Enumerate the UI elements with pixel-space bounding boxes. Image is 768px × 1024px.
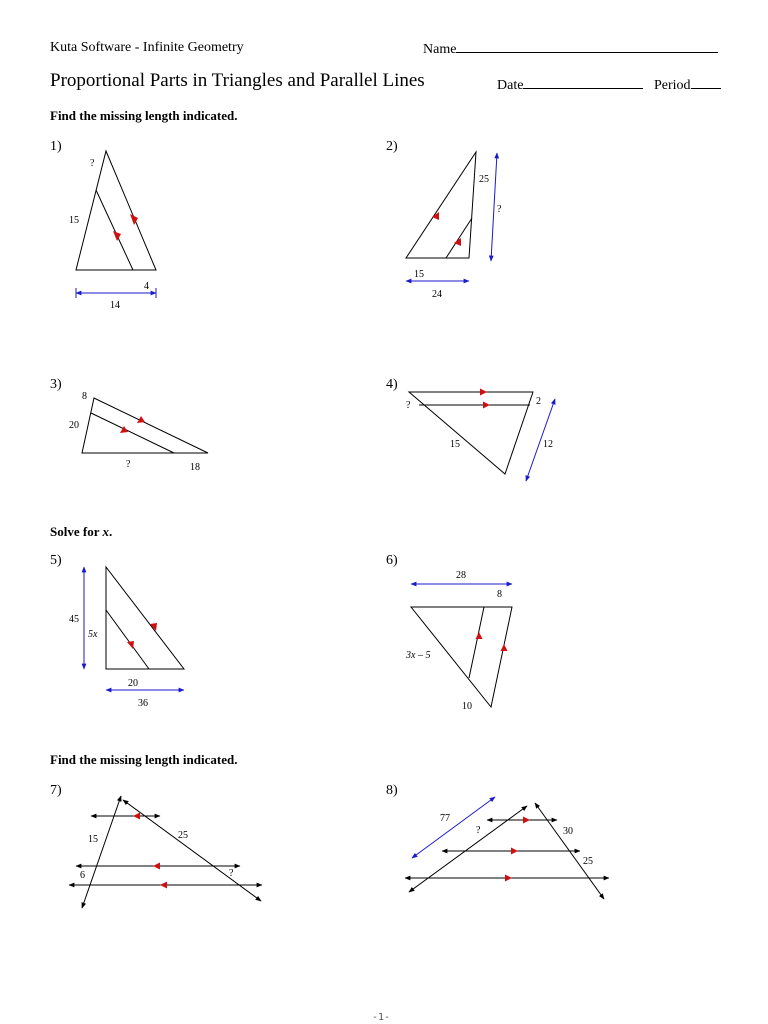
- problem-2-parallel-segment: [446, 218, 472, 258]
- problem-2-number: 2): [386, 139, 398, 154]
- problem-1-figure: [69, 151, 156, 311]
- problem-3-parallel-segment: [91, 413, 174, 453]
- problem-2-label-base-part: 15: [414, 269, 424, 280]
- problem-8-parallel-arrow: [523, 817, 530, 824]
- problem-8-label-unknown: ?: [476, 825, 481, 836]
- name-label: Name: [423, 42, 457, 57]
- instruction-2-var: x: [102, 524, 109, 539]
- problem-2-triangle: [406, 152, 476, 258]
- problem-6-figure: [405, 570, 512, 712]
- problem-4-label-left: 15: [450, 439, 460, 450]
- page-title: Proportional Parts in Triangles and Parallel Lines: [50, 70, 425, 91]
- problem-6-label-top-part: 8: [497, 589, 502, 600]
- date-label: Date: [497, 78, 524, 93]
- problem-7-label-right-top: 25: [178, 830, 188, 841]
- problem-7-label-left-bottom: 6: [80, 870, 85, 881]
- problem-4-parallel-arrow: [483, 402, 490, 409]
- instruction-3: Find the missing length indicated.: [50, 752, 238, 767]
- problem-6-label-bottom: 10: [462, 701, 472, 712]
- problem-4-parallel-arrow: [480, 389, 487, 396]
- problem-2-figure: [406, 152, 502, 300]
- problem-1-triangle: [76, 151, 156, 270]
- problem-7-figure: [69, 796, 262, 908]
- instruction-2-prefix: Solve for: [50, 524, 103, 539]
- period-label: Period: [654, 78, 691, 93]
- problem-4-label-right-part: 2: [536, 396, 541, 407]
- problem-3-label-left: 20: [69, 420, 79, 431]
- problem-1-label-base-total: 14: [110, 300, 120, 311]
- instruction-1: Find the missing length indicated.: [50, 108, 238, 123]
- problem-8-label-right-bottom: 25: [583, 856, 593, 867]
- instruction-2-suffix: .: [108, 524, 113, 539]
- problem-3-label-base-part: 18: [190, 462, 200, 473]
- problem-6-label-top-total: 28: [456, 570, 466, 581]
- problem-8-dimension: [412, 797, 495, 858]
- problem-7-label-unknown: ?: [229, 868, 234, 879]
- problem-3-triangle: [82, 398, 208, 453]
- problem-8-label-total: 77: [440, 813, 450, 824]
- problem-8-parallel-arrow: [511, 848, 518, 855]
- problem-2-label-side-total: ?: [497, 204, 502, 215]
- problem-6-parallel-arrow: [501, 644, 508, 651]
- problem-7-parallel-arrow: [160, 882, 167, 889]
- problem-7-parallel-arrow: [153, 863, 160, 870]
- company-name: Kuta Software - Infinite Geometry: [50, 40, 244, 55]
- problem-4-triangle: [409, 392, 533, 474]
- problem-4-label-right-total: 12: [543, 439, 553, 450]
- problem-3-label-base-unknown: ?: [126, 459, 131, 470]
- problem-6-parallel-segment: [469, 607, 484, 678]
- problem-2-label-base-total: 24: [432, 289, 442, 300]
- problem-4-label-unknown: ?: [406, 400, 411, 411]
- problem-5-triangle: [106, 567, 184, 669]
- problem-5-label-total: 45: [69, 614, 79, 625]
- problem-1-label-left: 15: [69, 215, 79, 226]
- problem-5-label-base-part: 20: [128, 678, 138, 689]
- problem-1-label-base-part: 4: [144, 281, 149, 292]
- problem-8-parallel-arrow: [505, 875, 512, 882]
- problem-6-number: 6): [386, 553, 398, 568]
- problem-6-label-left: 3x – 5: [406, 650, 431, 661]
- problem-4-number: 4): [386, 377, 398, 392]
- problem-5-label-part: 5x: [88, 629, 98, 640]
- problem-3-figure: [69, 391, 208, 473]
- problem-1-number: 1): [50, 139, 62, 154]
- problem-8-label-right-top: 30: [563, 826, 573, 837]
- page-number: -1-: [372, 1012, 391, 1023]
- problem-5-number: 5): [50, 553, 62, 568]
- problem-5-figure: [69, 567, 184, 709]
- problem-2-label-side-part: 25: [479, 174, 489, 185]
- problem-7-number: 7): [50, 783, 62, 798]
- problem-7-label-left-top: 15: [88, 834, 98, 845]
- problem-7-transversal: [123, 800, 261, 901]
- problem-5-label-base-total: 36: [138, 698, 148, 709]
- problem-8-figure: [405, 797, 609, 899]
- problem-3-label-top-part: 8: [82, 391, 87, 402]
- problem-5-parallel-arrow: [127, 641, 134, 649]
- problem-6-parallel-arrow: [476, 632, 483, 639]
- problem-7-parallel-arrow: [133, 813, 140, 820]
- problem-1-label-unknown: ?: [90, 158, 95, 169]
- problem-4-figure: [406, 389, 555, 482]
- problem-1-parallel-arrow: [113, 231, 121, 241]
- problem-5-parallel-segment: [106, 610, 149, 669]
- problem-3-number: 3): [50, 377, 62, 392]
- problem-8-number: 8): [386, 783, 398, 798]
- problem-7-transversal: [82, 796, 121, 908]
